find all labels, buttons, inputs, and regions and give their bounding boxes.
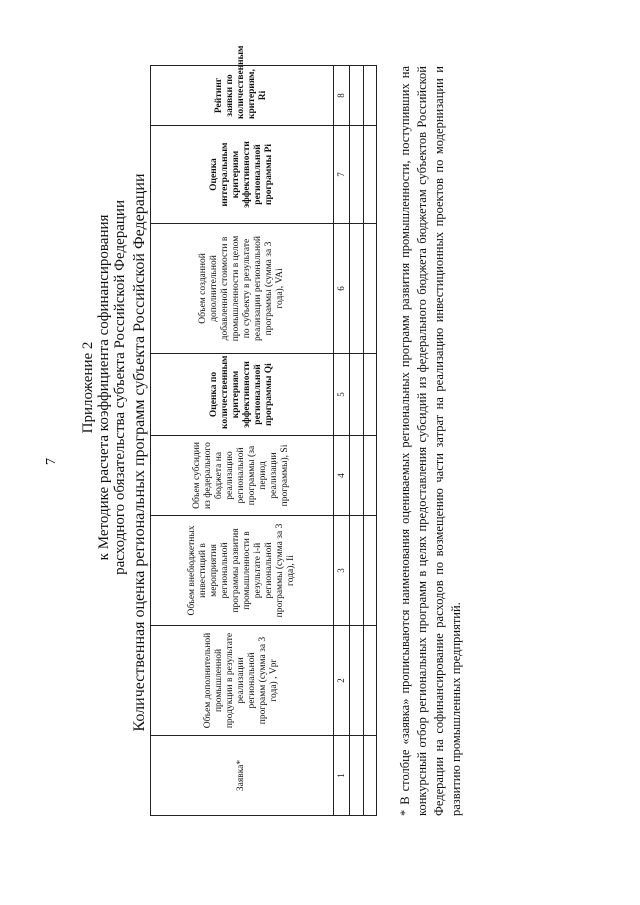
header-cell-subsidy: Объем субсидии из федерального бюджета на реализацию региональной программы (за период реализации программы), Si <box>151 436 334 516</box>
header-cell-integral-score: Оценка интегральным критериям эффективности региональной программы Pi <box>151 126 334 224</box>
column-number: 5 <box>333 354 350 436</box>
page-number: 7 <box>44 458 59 465</box>
empty-cell <box>363 626 376 736</box>
header-cell-investments: Объем внебюджетных инвестиций в мероприятия региональной программы развития промышленности в результате i-й региональной программы (сумма за 3 года), Ii <box>151 516 334 626</box>
assessment-table <box>150 45 377 816</box>
header-cell-rating: Рейтинг заявки по количественным критериям, Ri <box>151 66 334 126</box>
empty-cell <box>363 436 376 516</box>
empty-cell <box>363 516 376 626</box>
empty-cell <box>350 354 363 436</box>
header-row <box>151 66 334 816</box>
empty-cell <box>363 736 376 816</box>
empty-cell <box>363 126 376 224</box>
column-number-row <box>333 66 350 816</box>
header-cell-added-value: Объем созданной дополнительной добавленной стоимости в промышленности в целом по субъекту в результате реализации региональной программы (сумма за 3 года), VAi <box>151 224 334 354</box>
appendix-line-3: расходного обязательства субъекта Российской Федерации <box>112 200 128 575</box>
appendix-title: Приложение 2 <box>80 341 96 434</box>
header-cell-additional-output: Объем дополнительной промышленной продукции в результате реализации региональной программ (сумма за 3 года) , Vpr <box>151 626 334 736</box>
column-number: 4 <box>333 436 350 516</box>
empty-cell <box>350 126 363 224</box>
table-title: Количественная оценка региональных программ субъекта Российской Федерации <box>131 173 148 732</box>
empty-cell <box>363 224 376 354</box>
header-cell-application: Заявка* <box>151 736 334 816</box>
empty-cell <box>350 736 363 816</box>
empty-cell <box>363 354 376 436</box>
column-number: 3 <box>333 516 350 626</box>
empty-cell <box>350 224 363 354</box>
column-number: 8 <box>333 66 350 126</box>
empty-cell <box>350 436 363 516</box>
column-number: 7 <box>333 126 350 224</box>
header-cell-quantitative-score: Оценка по количественным критериям эффективности региональной программы Qi <box>151 354 334 436</box>
empty-cell <box>363 66 376 126</box>
empty-row <box>363 66 376 816</box>
empty-cell <box>350 626 363 736</box>
appendix-header <box>80 200 128 575</box>
column-number: 2 <box>333 626 350 736</box>
footnote: * В столбце «заявка» прописываются наименования оцениваемых региональных программ развития промышленности, поступивших на конкурсный отбор региональных программ в целях предоставления субсидий из федерального бюджета бюджетам субъектов Российской Федерации на софинансирование расходов по возмещению части затрат на реализацию инвестиционных проектов по модернизации и развитию промышленных предприятий. <box>398 66 463 816</box>
column-number: 1 <box>333 736 350 816</box>
appendix-line-2: к Методике расчета коэффициента софинансирования <box>96 214 112 561</box>
empty-row <box>350 66 363 816</box>
empty-cell <box>350 66 363 126</box>
empty-cell <box>350 516 363 626</box>
column-number: 6 <box>333 224 350 354</box>
